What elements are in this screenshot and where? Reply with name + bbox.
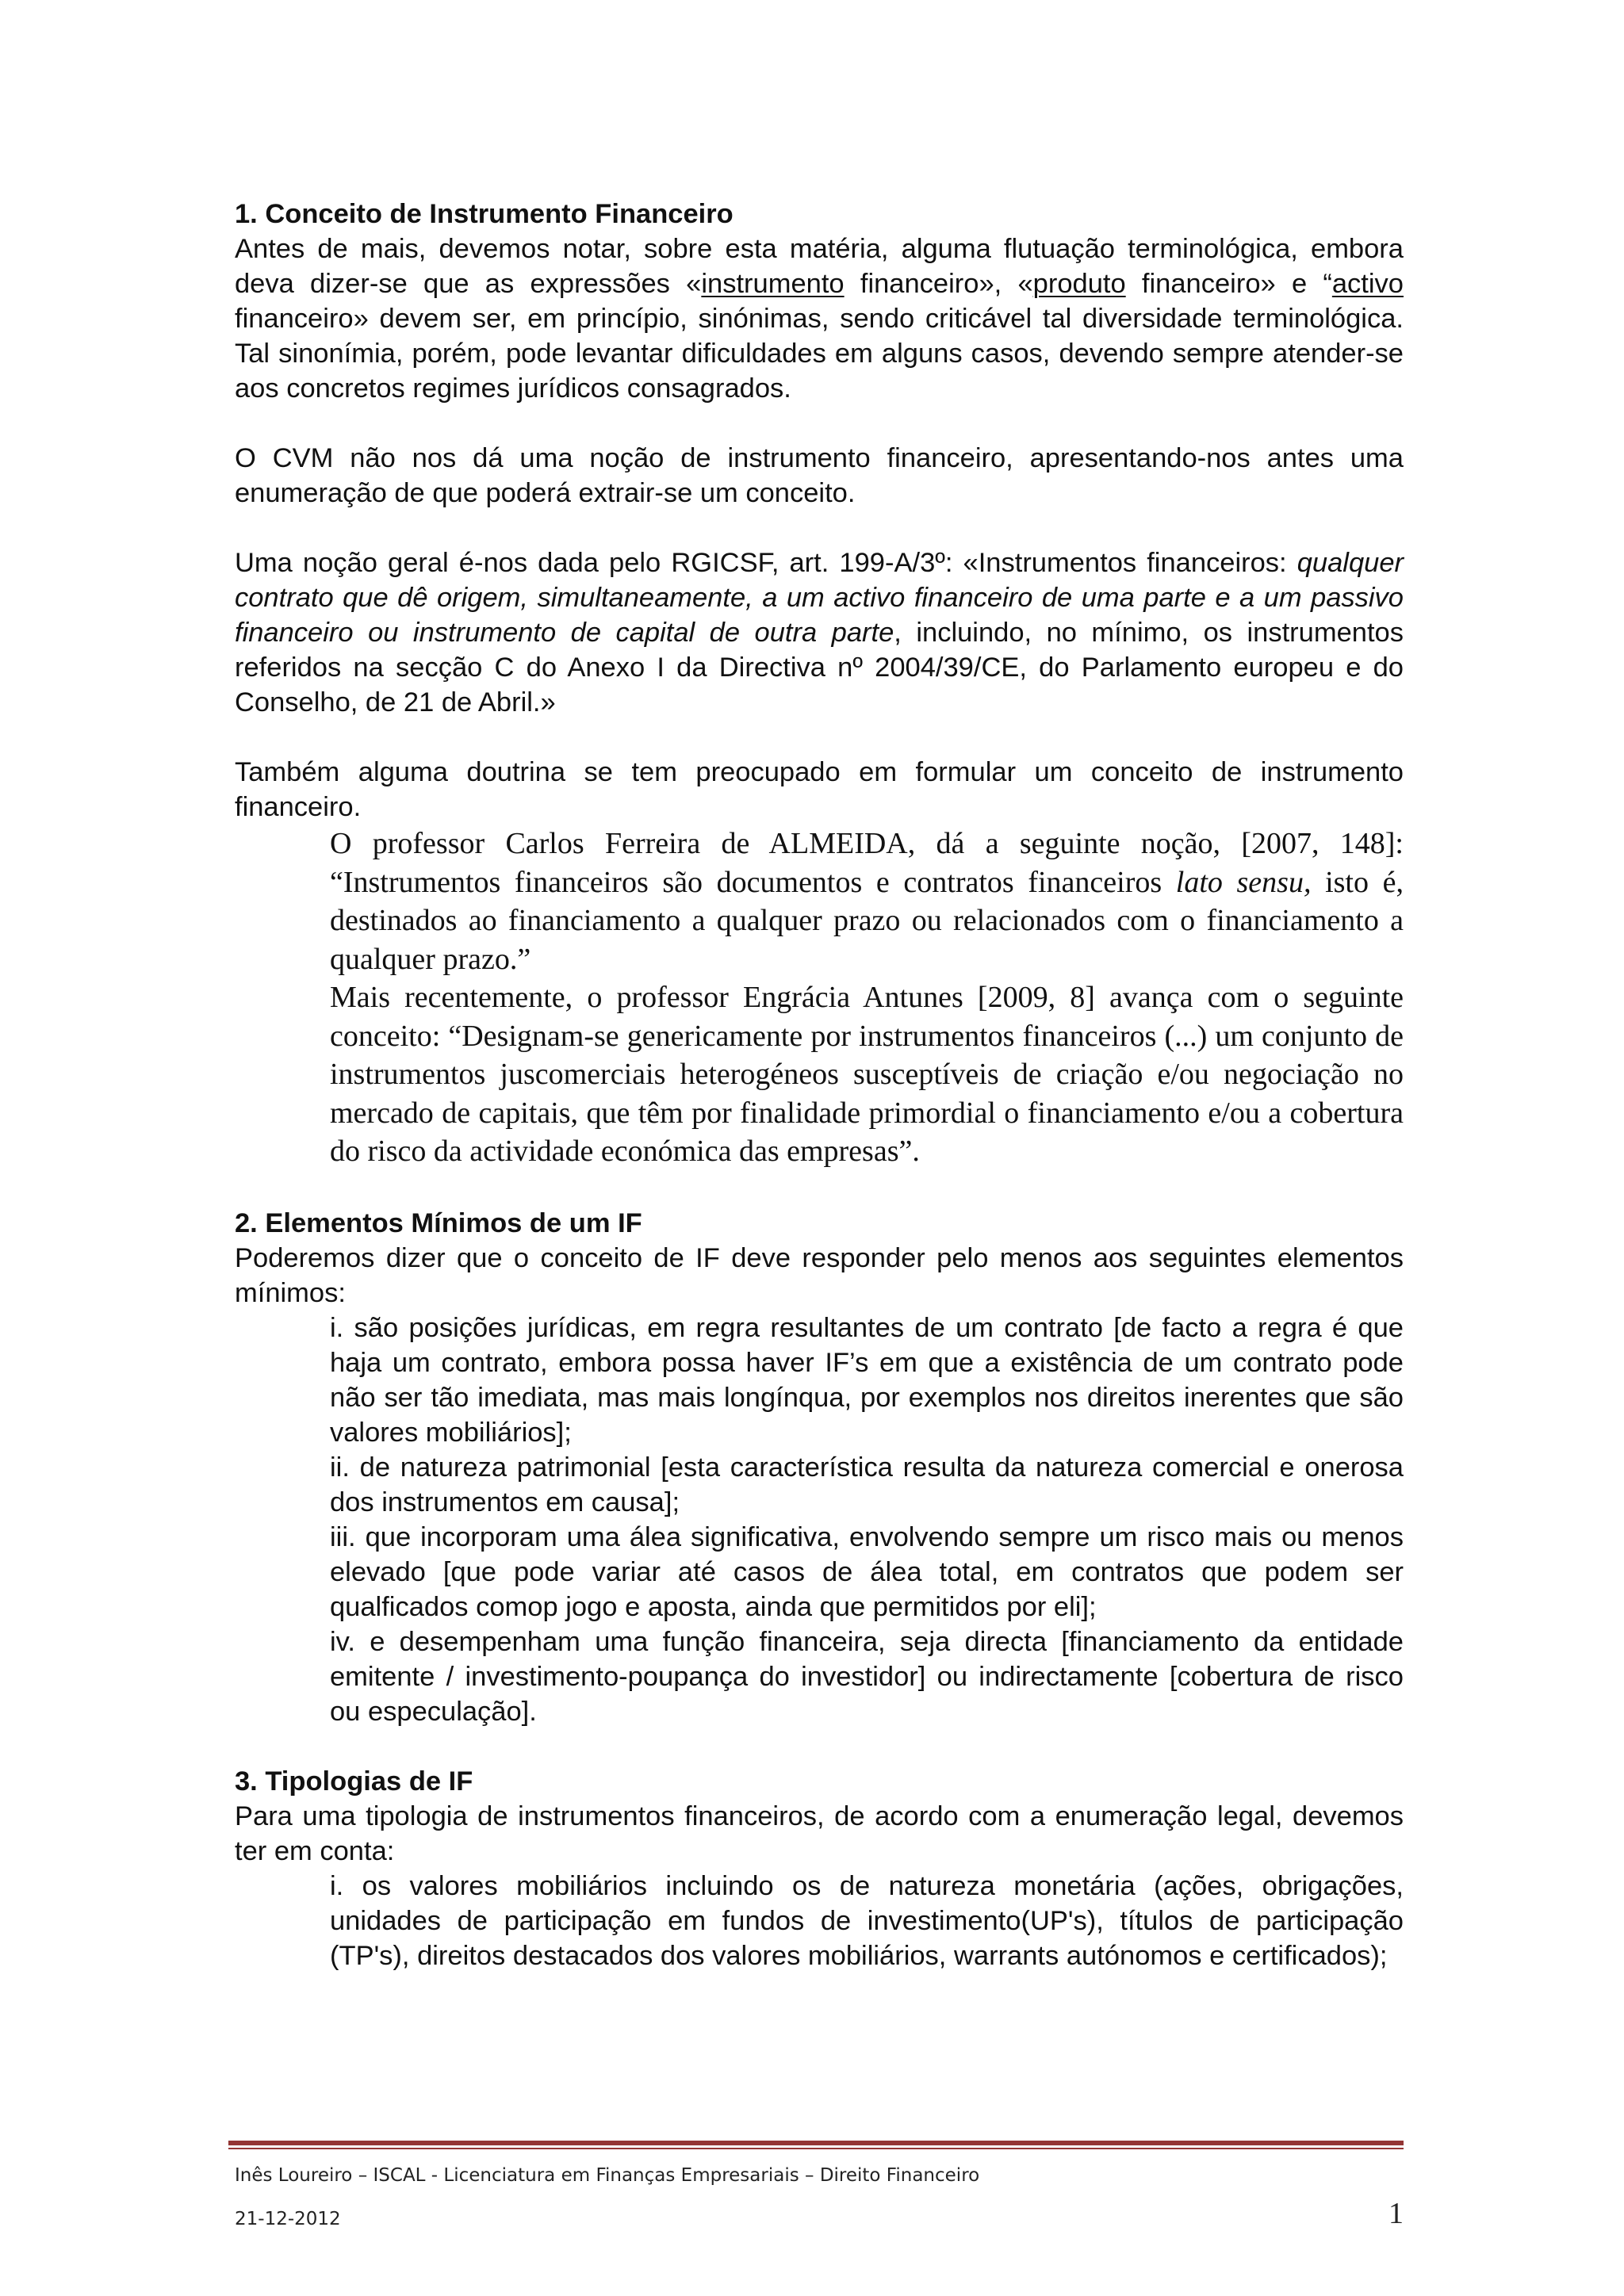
underlined-produto: produto bbox=[1032, 269, 1126, 299]
section-3-intro: Para uma tipologia de instrumentos financeiros, de acordo com a enumeração legal, devemos ter em conta: bbox=[235, 1800, 1404, 1866]
doctrine-quotes bbox=[330, 825, 1404, 1171]
list-item: iii. que incorporam uma álea significativa, envolvendo sempre um risco mais ou menos elevado [que pode variar até casos de álea total, em contratos que podem ser qualficados comop jogo e aposta, ainda que permitidos por eli]; bbox=[330, 1521, 1404, 1622]
footer-divider-thin bbox=[228, 2148, 1404, 2149]
p1-text-b: financeiro», « bbox=[844, 269, 1033, 299]
list-item: iv. e desempenham uma função financeira, seja directa [financiamento da entidade emitente / investimento-poupança do investidor] ou indirectamente [cobertura de risco ou especulação]. bbox=[330, 1626, 1404, 1727]
spacer bbox=[235, 720, 1404, 755]
quote-antunes: Mais recentemente, o professor Engrácia Antunes [2009, 8] avança com o seguinte conceito: “Designam-se genericamente por instrumentos financeiros (...) um conjunto de instrumentos juscomerciais heterogéneos susceptíveis de criação e/ou negociação no mercado de capitais, que têm por finalidade primordial o financiamento e/ou a cobertura do risco da actividade económica das empresas”. bbox=[330, 981, 1404, 1168]
list-item: i. os valores mobiliários incluindo os de natureza monetária (ações, obrigações, unidades de participação em fundos de investimento(UP's), títulos de participação (TP's), direitos destacados dos valores mobiliários, warrants autónomos e certificados); bbox=[330, 1870, 1404, 1971]
section-1-paragraph-1 bbox=[235, 232, 1404, 406]
page-footer bbox=[235, 2160, 1404, 2229]
spacer bbox=[235, 1171, 1404, 1206]
underlined-instrumento: instrumento bbox=[701, 269, 845, 299]
q1-text-a: O professor Carlos Ferreira de ALMEIDA, dá a seguinte noção, [2007, 148]: “Instrumentos financeiros são documentos e contratos financeiros bbox=[330, 827, 1404, 899]
footer-divider-thick bbox=[228, 2141, 1404, 2145]
p1-text-d: financeiro» devem ser, em princípio, sinónimas, sendo criticável tal diversidade terminológica. Tal sinonímia, porém, pode levantar dificuldades em alguns casos, devendo sempre atender-se aos concretos regimes jurídicos consagrados. bbox=[235, 304, 1404, 404]
section-1-heading: 1. Conceito de Instrumento Financeiro bbox=[235, 199, 733, 229]
p3-text-b: , incluindo, no mínimo, os instrumentos referidos na secção C do Anexo I da Directiva nº 2004/39/CE, do Parlamento europeu e do Conselho, de 21 de Abril.» bbox=[235, 618, 1404, 718]
q1-italic-lato-sensu: lato sensu, bbox=[1175, 865, 1312, 899]
footer-author-course: Inês Loureiro – ISCAL - Licenciatura em Finanças Empresariais – Direito Financeiro bbox=[235, 2165, 980, 2186]
section-1-paragraph-2: O CVM não nos dá uma noção de instrumento financeiro, apresentando-nos antes uma enumeração de que poderá extrair-se um conceito. bbox=[235, 443, 1404, 508]
p1-text-a: Antes de mais, devemos notar, sobre esta matéria, alguma flutuação terminológica, embora deva dizer-se que as expressões « bbox=[235, 234, 1404, 299]
q1-text-b: isto é, destinados ao financiamento a qualquer prazo ou relacionados com o financiamento a qualquer prazo.” bbox=[330, 865, 1404, 976]
section-3-heading: 3. Tipologias de IF bbox=[235, 1766, 473, 1797]
spacer bbox=[235, 406, 1404, 441]
p3-text-a: Uma noção geral é-nos dada pelo RGICSF, art. 199-A/3º: «Instrumentos financeiros: bbox=[235, 548, 1297, 578]
section-2-intro: Poderemos dizer que o conceito de IF deve responder pelo menos aos seguintes elementos mínimos: bbox=[235, 1242, 1404, 1308]
section-1-paragraph-3 bbox=[235, 545, 1404, 720]
list-item: i. são posições jurídicas, em regra resultantes de um contrato [de facto a regra é que haja um contrato, embora possa haver IF’s em que a existência de um contrato pode não ser tão imediata, mas mais longínqua, por exemplos nos direitos inerentes que são valores mobiliários]; bbox=[330, 1312, 1404, 1448]
quote-almeida bbox=[330, 825, 1404, 978]
spacer bbox=[235, 1729, 1404, 1764]
section-1-paragraph-4: Também alguma doutrina se tem preocupado em formular um conceito de instrumento financeiro. bbox=[235, 757, 1404, 822]
list-item: ii. de natureza patrimonial [esta característica resulta da natureza comercial e onerosa dos instrumentos em causa]; bbox=[330, 1452, 1404, 1517]
p1-text-c: financeiro» e “ bbox=[1125, 269, 1332, 299]
spacer bbox=[235, 511, 1404, 545]
footer-divider bbox=[228, 2141, 1404, 2150]
page-body bbox=[235, 197, 1404, 1973]
section-2-list bbox=[330, 1311, 1404, 1729]
footer-bottom-line bbox=[235, 2191, 1404, 2229]
section-3-list bbox=[330, 1869, 1404, 1973]
footer-date: 21-12-2012 bbox=[235, 2209, 341, 2229]
section-2-heading: 2. Elementos Mínimos de um IF bbox=[235, 1207, 642, 1238]
page-number: 1 bbox=[1388, 2197, 1404, 2230]
p3-italic-definition: qualquer contrato que dê origem, simultaneamente, a um activo financeiro de uma parte e a um passivo financeiro ou instrumento de capital de outra parte bbox=[235, 548, 1404, 648]
underlined-activo: activo bbox=[1331, 269, 1404, 299]
